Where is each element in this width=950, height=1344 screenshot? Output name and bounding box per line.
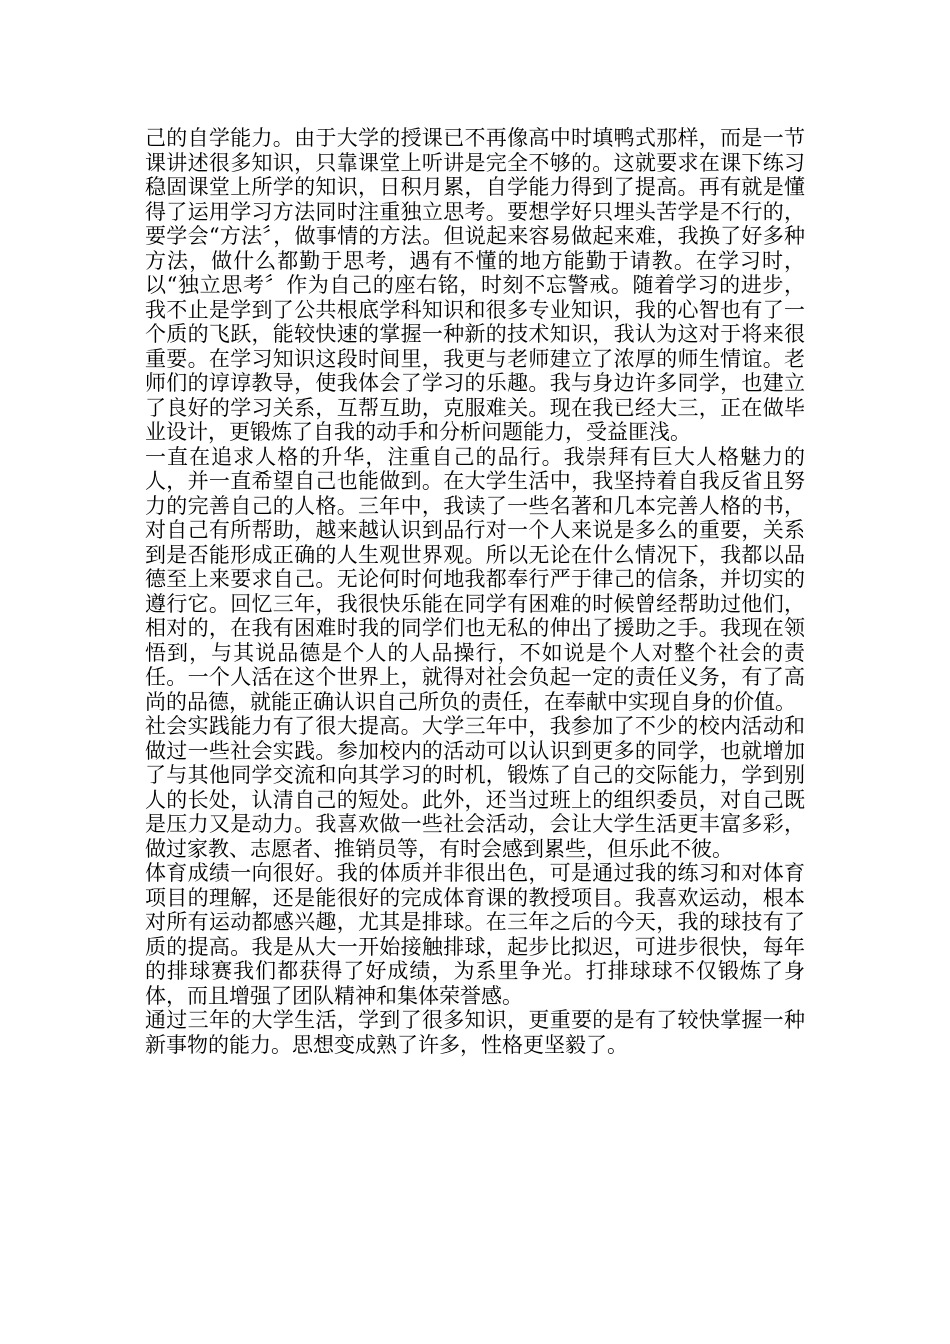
paragraph-conclusion: 通过三年的大学生活，学到了很多知识，更重要的是有了较快掌握一种新事物的能力。思想变成熟了许多，性格更坚毅了。 (145, 1008, 805, 1057)
document-body (145, 126, 805, 1057)
paragraph-self-study: 己的自学能力。由于大学的授课已不再像高中时填鸭式那样，而是一节课讲述很多知识，只靠课堂上听讲是完全不够的。这就要求在课下练习稳固课堂上所学的知识，日积月累，自学能力得到了提高。再有就是懂得了运用学习方法同时注重独立思考。要想学好只埋头苦学是不行的，要学会“方法〞，做事情的方法。但说起来容易做起来难，我换了好多种方法，做什么都勤于思考，遇有不懂的地方能勤于请教。在学习时，以“独立思考〞作为自己的座右铭，时刻不忘警戒。随着学习的进步，我不止是学到了公共根底学科知识和很多专业知识，我的心智也有了一个质的飞跃，能较快速的掌握一种新的技术知识，我认为这对于将来很重要。在学习知识这段时间里，我更与老师建立了浓厚的师生情谊。老师们的谆谆教导，使我体会了学习的乐趣。我与身边许多同学，也建立了良好的学习关系，互帮互助，克服难关。现在我已经大三，正在做毕业设计，更锻炼了自我的动手和分析问题能力，受益匪浅。 (145, 126, 805, 444)
paragraph-social-practice: 社会实践能力有了很大提高。大学三年中，我参加了不少的校内活动和做过一些社会实践。参加校内的活动可以认识到更多的同学，也就增加了与其他同学交流和向其学习的时机，锻炼了自己的交际能力，学到别人的长处，认清自己的短处。此外，还当过班上的组织委员，对自己既是压力又是动力。我喜欢做一些社会活动，会让大学生活更丰富多彩，做过家教、志愿者、推销员等，有时会感到累些，但乐此不彼。 (145, 714, 805, 861)
paragraph-sports: 体育成绩一向很好。我的体质并非很出色，可是通过我的练习和对体育项目的理解，还是能很好的完成体育课的教授项目。我喜欢运动，根本对所有运动都感兴趣，尤其是排球。在三年之后的今天，我的球技有了质的提高。我是从大一开始接触排球，起步比拟迟，可进步很快，每年的排球赛我们都获得了好成绩，为系里争光。打排球球不仅锻炼了身体，而且增强了团队精神和集体荣誉感。 (145, 861, 805, 1008)
paragraph-character: 一直在追求人格的升华，注重自己的品行。我崇拜有巨大人格魅力的人，并一直希望自己也能做到。在大学生活中，我坚持着自我反省且努力的完善自己的人格。三年中，我读了一些名著和几本完善人格的书，对自己有所帮助，越来越认识到品行对一个人来说是多么的重要，关系到是否能形成正确的人生观世界观。所以无论在什么情况下，我都以品德至上来要求自己。无论何时何地我都奉行严于律己的信条，并切实的遵行它。回忆三年，我很快乐能在同学有困难的时候曾经帮助过他们，相对的，在我有困难时我的同学们也无私的伸出了援助之手。我现在领悟到，与其说品德是个人的人品操行，不如说是个人对整个社会的责任。一个人活在这个世界上，就得对社会负起一定的责任义务，有了高尚的品德，就能正确认识自己所负的责任，在奉献中实现自身的价值。 (145, 444, 805, 714)
